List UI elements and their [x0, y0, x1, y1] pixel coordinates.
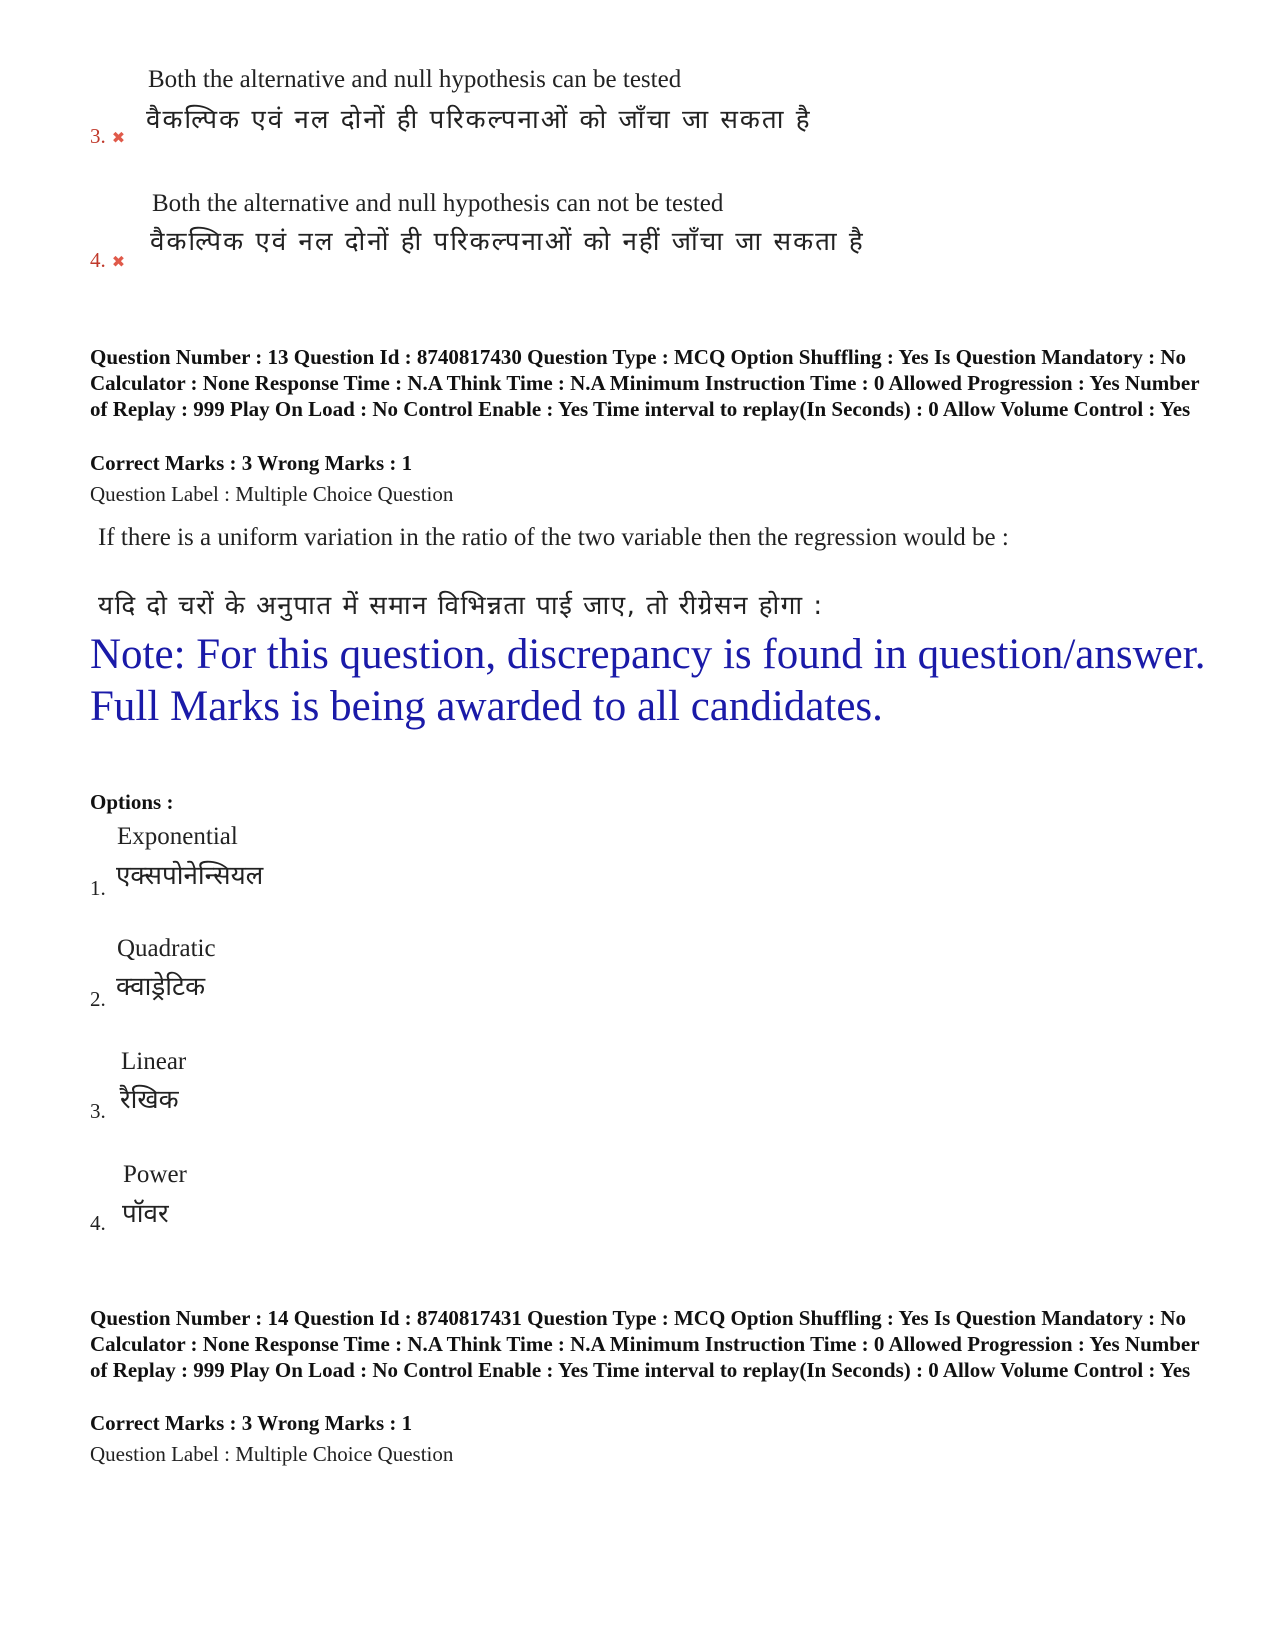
option-number: 3. [90, 1099, 106, 1123]
option-english-text: Quadratic [117, 935, 216, 962]
options-heading: Options : [90, 790, 174, 814]
option-english-text: Linear [121, 1048, 187, 1075]
question-label: Question Label : Multiple Choice Question [90, 1442, 454, 1466]
option-hindi-text: क्वाड्रेटिक [116, 972, 206, 1002]
option-english-text: Exponential [117, 823, 238, 850]
question-marks: Correct Marks : 3 Wrong Marks : 1 [90, 451, 413, 475]
option-hindi-text: एक्सपोनेन्सियल [116, 861, 264, 891]
question-label: Question Label : Multiple Choice Question [90, 482, 454, 506]
discrepancy-note: Note: For this question, discrepancy is found in question/answer. Full Marks is being awarded to all candidates. [90, 631, 1206, 730]
question-text-english: If there is a uniform variation in the ratio of the two variable then the regression would be : [98, 524, 1009, 551]
option-number: 4. [90, 1211, 106, 1235]
option-number: 3. [90, 124, 106, 148]
question-marks: Correct Marks : 3 Wrong Marks : 1 [90, 1411, 413, 1435]
question-text-hindi: यदि दो चरों के अनुपात में समान विभिन्नता पाई जाए, तो रीग्रेसन होगा : [98, 591, 824, 621]
option-english-text: Power [123, 1161, 187, 1188]
option-number-wrap [90, 124, 125, 149]
question-meta: Question Number : 14 Question Id : 8740817431 Question Type : MCQ Option Shuffling : Yes Is Question Mandatory : No Calculator : None Response Time : N.A Think Time : N.A Minimum Instruction Time : 0 Allowed Progression : Yes Number of Replay : 999 Play On Load : No Control Enable : Yes Time interval to replay(In Seconds) : 0 Allow Volume Control : Yes [90, 1306, 1200, 1382]
option-hindi-text: रैखिक [120, 1085, 179, 1115]
question-meta: Question Number : 13 Question Id : 8740817430 Question Type : MCQ Option Shuffling : Yes Is Question Mandatory : No Calculator : None Response Time : N.A Think Time : N.A Minimum Instruction Time : 0 Allowed Progression : Yes Number of Replay : 999 Play On Load : No Control Enable : Yes Time interval to replay(In Seconds) : 0 Allow Volume Control : Yes [90, 345, 1200, 421]
option-number: 1. [90, 876, 106, 900]
option-english-text: Both the alternative and null hypothesis can be tested [148, 66, 682, 93]
option-number-wrap [90, 248, 125, 273]
option-number: 2. [90, 987, 106, 1011]
cross-icon: ✖ [111, 252, 126, 271]
option-english-text: Both the alternative and null hypothesis can not be tested [152, 190, 724, 217]
option-hindi-text: पॉवर [122, 1199, 169, 1229]
cross-icon: ✖ [111, 128, 126, 147]
option-number: 4. [90, 248, 106, 272]
option-hindi-text: वैकल्पिक एवं नल दोनों ही परिकल्पनाओं को नहीं जाँचा जा सकता है [150, 227, 865, 257]
option-hindi-text: वैकल्पिक एवं नल दोनों ही परिकल्पनाओं को जाँचा जा सकता है [146, 105, 812, 135]
